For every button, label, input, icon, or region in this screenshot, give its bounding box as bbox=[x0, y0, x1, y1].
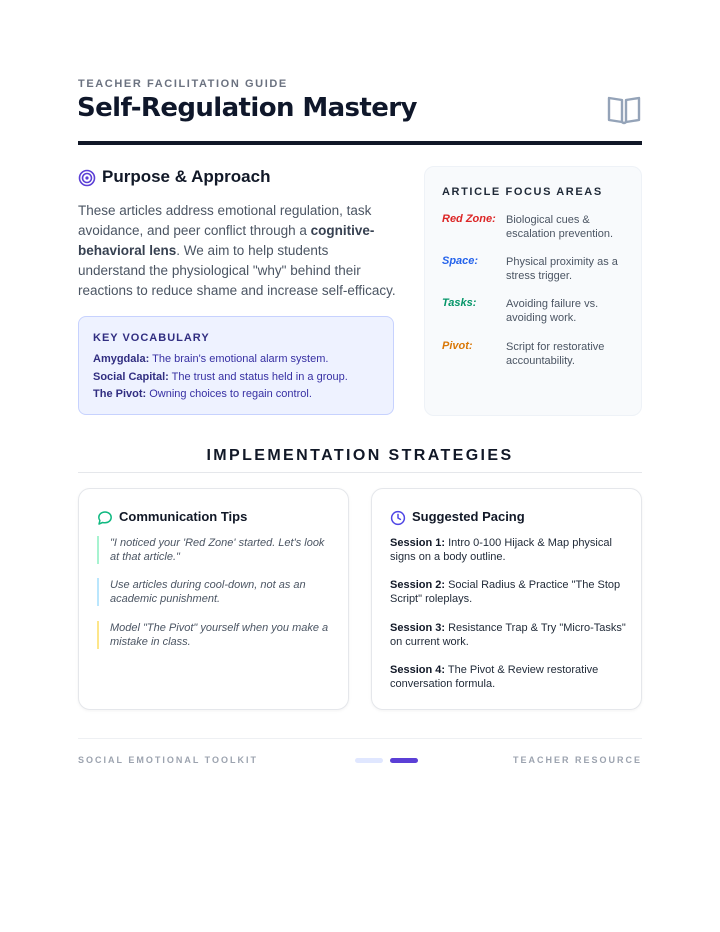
focus-label-red-zone: Red Zone: bbox=[442, 213, 496, 225]
vocabulary-definition: The brain's emotional alarm system. bbox=[149, 353, 329, 365]
purpose-heading: Purpose & Approach bbox=[102, 167, 271, 186]
communication-tip bbox=[97, 536, 333, 564]
implementation-heading: IMPLEMENTATION STRATEGIES bbox=[206, 447, 514, 464]
tip-text: Model "The Pivot" yourself when you make a mistake in class. bbox=[110, 622, 329, 648]
clock-icon bbox=[390, 510, 406, 526]
session-label: Session 1: bbox=[390, 537, 446, 549]
title-divider bbox=[78, 141, 642, 145]
communication-tips-heading: Communication Tips bbox=[119, 509, 248, 524]
focus-label-tasks: Tasks: bbox=[442, 297, 477, 309]
vocabulary-item bbox=[93, 388, 312, 400]
vocabulary-definition: The trust and status held in a group. bbox=[168, 371, 348, 383]
purpose-paragraph bbox=[78, 201, 396, 301]
focus-description-tasks: Avoiding failure vs. avoiding work. bbox=[506, 298, 599, 324]
footer-divider bbox=[78, 738, 642, 739]
focus-description-space: Physical proximity as a stress trigger. bbox=[506, 256, 618, 282]
vocabulary-title: KEY VOCABULARY bbox=[93, 332, 210, 344]
communication-tip bbox=[97, 578, 333, 606]
vocabulary-item bbox=[93, 353, 328, 365]
session-label: Session 2: bbox=[390, 579, 446, 591]
guide-eyebrow: TEACHER FACILITATION GUIDE bbox=[78, 78, 288, 90]
session-text: Resistance Trap & Try "Micro-Tasks" on current work. bbox=[390, 622, 626, 648]
session-label: Session 4: bbox=[390, 664, 446, 676]
purpose-text-start: These articles address emotional regulation, task avoidance, and peer conflict through a bbox=[78, 203, 372, 238]
page-title: Self-Regulation Mastery bbox=[77, 93, 417, 123]
page-indicator-dot bbox=[355, 758, 383, 763]
communication-tip bbox=[97, 621, 333, 649]
suggested-pacing-card bbox=[371, 488, 642, 710]
focus-areas-title: ARTICLE FOCUS AREAS bbox=[442, 186, 603, 198]
footer-right-label: TEACHER RESOURCE bbox=[512, 755, 642, 765]
pacing-session bbox=[390, 536, 630, 564]
article-focus-areas-box bbox=[424, 166, 642, 416]
implementation-divider bbox=[78, 472, 642, 473]
page-indicator-dot-active bbox=[390, 758, 418, 763]
footer-left-label: SOCIAL EMOTIONAL TOOLKIT bbox=[78, 755, 259, 765]
communication-tips-card bbox=[78, 488, 349, 710]
vocabulary-definition: Owning choices to regain control. bbox=[146, 388, 312, 400]
suggested-pacing-heading: Suggested Pacing bbox=[412, 509, 525, 524]
purpose-text-emphasis: cognitive-behavioral lens bbox=[78, 223, 375, 258]
pacing-session bbox=[390, 621, 630, 649]
target-icon bbox=[78, 169, 96, 187]
purpose-text-end: . We aim to help students understand the physiological "why" behind their reactions to reduce shame and increase self-efficacy. bbox=[78, 243, 396, 298]
chat-bubble-icon bbox=[97, 510, 113, 526]
vocabulary-term: Amygdala: bbox=[93, 353, 150, 365]
session-label: Session 3: bbox=[390, 622, 446, 634]
book-open-icon bbox=[606, 94, 642, 126]
tip-text: "I noticed your 'Red Zone' started. Let's look at that article." bbox=[110, 537, 325, 563]
session-text: The Pivot & Review restorative conversation formula. bbox=[390, 664, 599, 690]
session-text: Intro 0-100 Hijack & Map physical signs on a body outline. bbox=[390, 537, 612, 563]
focus-description-red-zone: Biological cues & escalation prevention. bbox=[506, 214, 614, 240]
focus-label-pivot: Pivot: bbox=[442, 340, 473, 352]
vocabulary-term: Social Capital: bbox=[93, 371, 169, 383]
pacing-session bbox=[390, 578, 630, 606]
tip-text: Use articles during cool-down, not as an academic punishment. bbox=[110, 579, 306, 605]
session-text: Social Radius & Practice "The Stop Script" roleplays. bbox=[390, 579, 621, 605]
pacing-session bbox=[390, 663, 630, 691]
focus-label-space: Space: bbox=[442, 255, 479, 267]
key-vocabulary-box bbox=[78, 316, 394, 415]
vocabulary-term: The Pivot: bbox=[93, 388, 147, 400]
focus-description-pivot: Script for restorative accountability. bbox=[506, 341, 605, 367]
vocabulary-item bbox=[93, 371, 348, 383]
